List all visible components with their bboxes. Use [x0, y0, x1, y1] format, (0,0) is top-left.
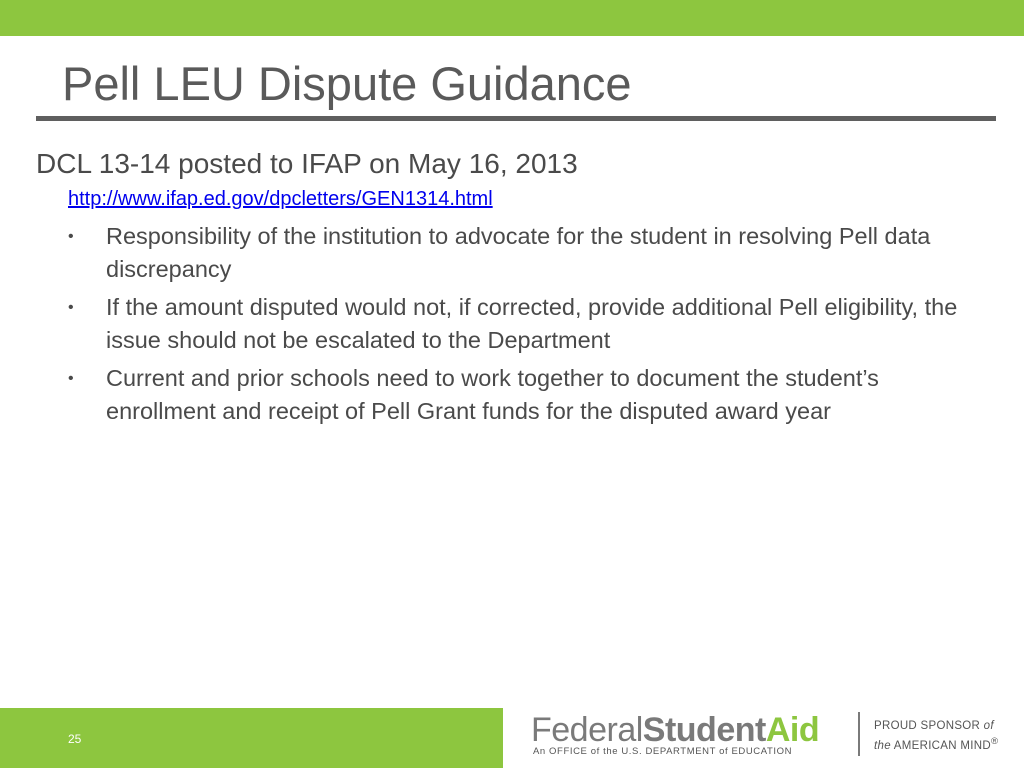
- logo-word-federal: Federal: [531, 711, 643, 749]
- list-item: [68, 291, 976, 357]
- logo-word-student: Student: [642, 711, 766, 749]
- top-accent-band: [0, 0, 1024, 36]
- sponsor-line-2: [874, 734, 1014, 754]
- title-divider: [36, 116, 996, 121]
- dcl-link[interactable]: http://www.ifap.ed.gov/dpcletters/GEN1314.html: [68, 188, 493, 210]
- list-item: [68, 362, 976, 428]
- sub-bullet-list: [36, 220, 966, 428]
- sponsor-of: of: [983, 720, 994, 732]
- list-item-text: Current and prior schools need to work together to document the student’s enrollment and receipt of Pell Grant funds for the disputed award year: [106, 365, 879, 424]
- registered-mark: ®: [990, 736, 999, 747]
- list-item: [68, 220, 976, 286]
- logo-tagline: An OFFICE of the U.S. DEPARTMENT of EDUCATION: [533, 746, 793, 757]
- sponsor-proud: PROUD SPONSOR: [874, 720, 981, 732]
- federal-student-aid-logo: [531, 708, 851, 768]
- bullet-icon: •: [68, 228, 74, 245]
- logo-wordmark: [531, 710, 819, 750]
- sponsor-american-mind: AMERICAN MIND: [893, 739, 991, 752]
- slide-title: Pell LEU Dispute Guidance: [62, 57, 632, 110]
- main-bullet: DCL 13-14 posted to IFAP on May 16, 2013: [36, 148, 578, 179]
- sponsor-line-1: [874, 718, 1014, 734]
- list-item-text: If the amount disputed would not, if corrected, provide additional Pell eligibility, the issue should not be escalated to the Department: [106, 294, 958, 353]
- page-number: 25: [68, 732, 82, 746]
- list-item-text: Responsibility of the institution to advocate for the student in resolving Pell data discrepancy: [106, 223, 931, 282]
- slide-body: [36, 144, 966, 433]
- bullet-icon: •: [68, 370, 74, 387]
- logo-word-aid: Aid: [765, 711, 820, 749]
- sponsor-the: the: [874, 739, 891, 752]
- bullet-icon: •: [68, 299, 74, 316]
- logo-divider: [858, 712, 860, 756]
- sponsor-tagline: [874, 718, 1014, 754]
